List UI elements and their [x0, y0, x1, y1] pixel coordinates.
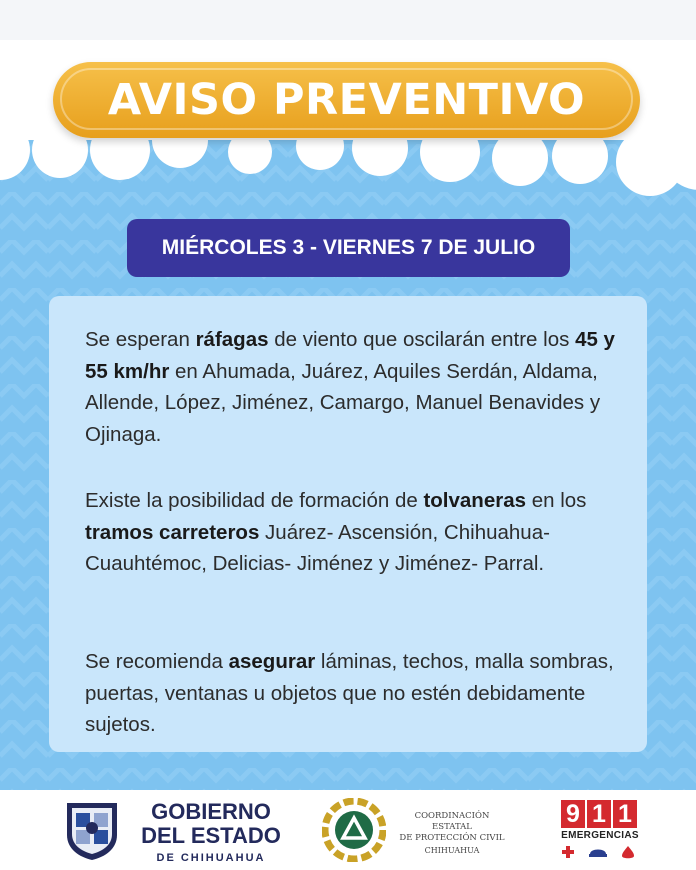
title-banner	[53, 62, 640, 138]
body-text: en los	[526, 489, 587, 512]
body-text: Se esperan	[85, 328, 196, 351]
notice-panel	[49, 296, 647, 752]
date-banner	[127, 219, 570, 277]
digit-1a: 1	[587, 800, 611, 828]
digit-1b: 1	[613, 800, 637, 828]
emphasis-text: ráfagas	[195, 328, 269, 351]
digit-9: 9	[561, 800, 585, 828]
body-text: Existe la posibilidad de formación de	[85, 489, 424, 512]
chihuahua-shield-logo	[63, 799, 121, 861]
proteccion-civil-wordmark	[394, 811, 510, 855]
body-text: láminas, techos, malla sombras, puertas, ventanas u objetos que no estén debidamente sujetos.	[85, 650, 614, 736]
dust-storms-paragraph	[85, 485, 630, 580]
body-text: Juárez- Ascensión, Chihuahua- Cuauhtémoc, Delicias- Jiménez y Jiménez- Parral.	[85, 520, 550, 575]
proteccion-civil-logo	[322, 798, 386, 862]
recommendation-paragraph	[85, 646, 630, 741]
emphasis-text: tramos carreteros	[85, 520, 260, 544]
gobierno-line1: GOBIERNO	[151, 799, 271, 824]
pc-line2: DE PROTECCIÓN CIVIL	[399, 833, 505, 843]
body-text: de viento que oscilarán entre los	[268, 328, 576, 351]
gobierno-line3: DE CHIHUAHUA	[156, 852, 266, 864]
gobierno-wordmark	[127, 800, 295, 864]
gobierno-line2: DEL ESTADO	[141, 823, 281, 848]
emergencias-911-logo	[556, 796, 642, 862]
pc-line3: CHIHUAHUA	[424, 846, 480, 855]
emergency-icons	[562, 844, 638, 860]
body-text: en Ahumada, Juárez, Aquiles Serdán, Aldama, Allende, López, Jiménez, Camargo, Manuel Benavides y Ojinaga.	[85, 359, 601, 446]
page-title: AVISO PREVENTIVO	[107, 75, 586, 125]
emphasis-text: 45 y 55 km/hr	[85, 328, 615, 383]
emphasis-text: asegurar	[228, 650, 316, 673]
body-text: Se recomienda	[85, 650, 229, 673]
pc-line1: COORDINACIÓN ESTATAL	[414, 811, 490, 832]
emergencias-label: EMERGENCIAS	[561, 830, 639, 841]
police-hat-icon	[589, 850, 607, 858]
red-cross-icon	[562, 846, 574, 858]
footer-logos	[0, 790, 696, 870]
fire-icon	[622, 846, 634, 858]
date-range: MIÉRCOLES 3 - VIERNES 7 DE JULIO	[161, 236, 536, 259]
emphasis-text: tolvaneras	[423, 489, 527, 512]
wind-gusts-paragraph	[85, 324, 630, 450]
